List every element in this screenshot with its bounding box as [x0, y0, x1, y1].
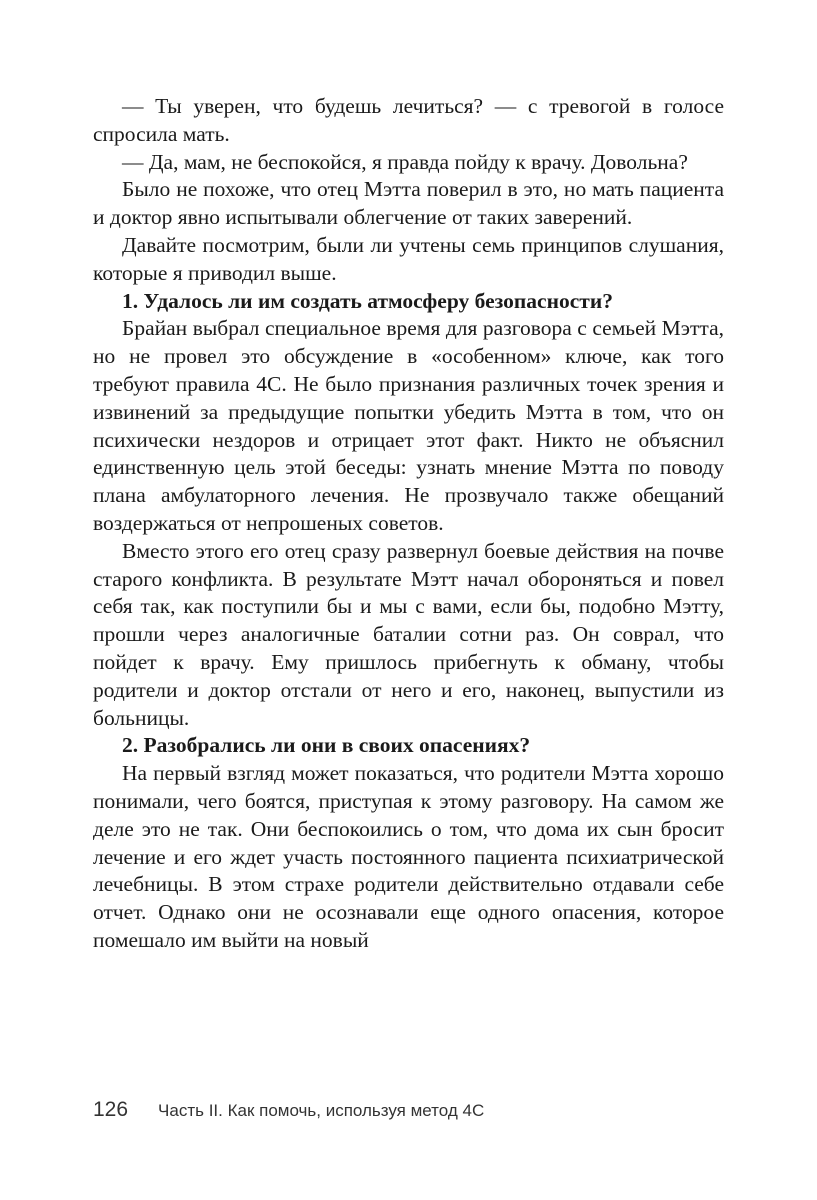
page-number: 126 [93, 1098, 129, 1121]
page-body [93, 93, 724, 955]
heading-safety: 1. Удалось ли им создать атмосферу безопасности? [122, 288, 613, 313]
paragraph-matt-answer: — Да, мам, не беспокойся, я правда пойду к врачу. Довольна? [122, 149, 688, 174]
paragraph-mother-question: — Ты уверен, что будешь лечиться? — с тревогой в голосе спросила мать. [93, 94, 724, 146]
paragraph-reassurance: Было не похоже, что отец Мэтта поверил в это, но мать пациента и доктор явно испытывали облегчение от таких заверений. [93, 177, 724, 230]
running-title: Часть II. Как помочь, используя метод 4С [158, 1101, 485, 1120]
paragraph-brian-time: Брайан выбрал специальное время для разговора с семьей Мэтта, но не провел это обсуждение в «особенном» ключе, как того требуют правила 4С. Не было признания различных точек зрения и извинений за предыдущие попытки убедить Мэтта в том, что он психически нездоров и отрицает этот факт. Никто не объяснил единственную цель этой беседы: узнать мнение Мэтта по поводу плана амбулаторного лечения. Не прозвучало также обещаний воздержаться от непрошеных советов. [93, 316, 724, 535]
heading-fears: 2. Разобрались ли они в своих опасениях? [122, 733, 531, 758]
paragraph-parents-fears: На первый взгляд может показаться, что родители Мэтта хорошо понимали, чего боятся, приступая к этому разговору. На самом же деле это не так. Они беспокоились о том, что дома их сын бросит лечение и его ждет участь постоянного пациента психиатрической лечебницы. В этом страхе родители действительно отдавали себе отчет. Однако они не осознавали еще одного опасения, которое помешало им выйти на новый [93, 761, 724, 952]
paragraph-father-conflict: Вместо этого его отец сразу развернул боевые действия на почве старого конфликта. В результате Мэтт начал обороняться и повел себя так, как поступили бы и мы с вами, если бы, подобно Мэтту, прошли через аналогичные баталии сотни раз. Он соврал, что пойдет к врачу. Ему пришлось прибегнуть к обману, чтобы родители и доктор отстали от него и его, наконец, выпустили из больницы. [93, 538, 724, 730]
page-footer [93, 1098, 484, 1128]
paragraph-principles-intro: Давайте посмотрим, были ли учтены семь принципов слушания, которые я приводил выше. [93, 232, 724, 285]
